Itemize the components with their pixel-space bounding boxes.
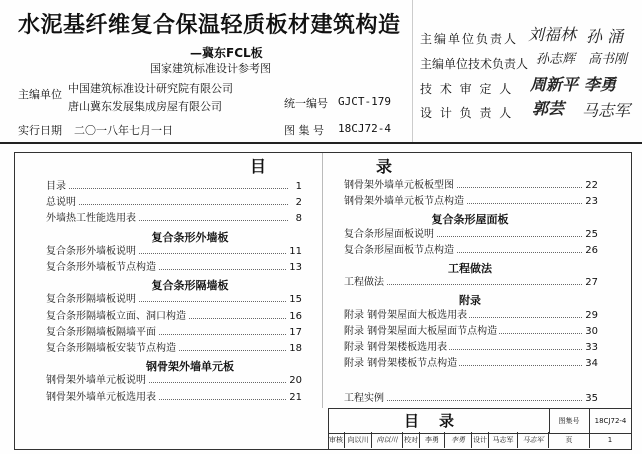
- toc-entry-title: 工程实例: [344, 393, 384, 404]
- toc-entry-page: 26: [585, 244, 598, 256]
- toc-entry-page: 8: [295, 213, 302, 225]
- toc-entry-title: 复合条形屋面板说明: [344, 228, 434, 240]
- toc-entry[interactable]: [344, 276, 598, 289]
- header-divider: [0, 142, 642, 144]
- toc-entry-page: 25: [585, 228, 598, 240]
- toc-entry-title: 复合条形隔墙板立面、洞口构造: [46, 310, 186, 322]
- toc-heading-2: 录: [376, 157, 393, 176]
- toc-entry[interactable]: [344, 309, 598, 322]
- toc-entry-page: 23: [585, 196, 598, 208]
- toc-entry[interactable]: [344, 228, 598, 241]
- document-subtitle: —冀东FCL板: [190, 46, 263, 60]
- toc-entry-page: 27: [585, 277, 598, 289]
- toc-entry-page: 17: [289, 326, 302, 338]
- toc-entry-title: 附录 钢骨架屋面大板选用表: [344, 309, 468, 321]
- toc-entry[interactable]: [344, 195, 598, 208]
- toc-entry-title: 复合条形外墙板节点构造: [46, 262, 156, 273]
- toc-section-heading: 复合条形隔墙板: [151, 279, 229, 293]
- toc-entry[interactable]: [46, 342, 302, 355]
- responsible-label-3: 技 术 审 定 人: [420, 82, 514, 96]
- toc-entry-title: 附录 钢骨架楼板节点构造: [344, 358, 458, 370]
- toc-entry-title: 复合条形隔墙板安装节点构造: [46, 343, 176, 354]
- toc-entry-page: 34: [585, 358, 598, 370]
- toc-entry[interactable]: [46, 374, 302, 387]
- toc-entry-title: 复合条形屋面板节点构造: [344, 244, 454, 256]
- signature-4b: 马志军: [582, 101, 631, 120]
- toc-entry[interactable]: [46, 261, 302, 274]
- toc-entry-page: 30: [585, 325, 598, 337]
- atlas-number-label: 图 集 号: [284, 124, 324, 137]
- toc-entry[interactable]: [344, 244, 598, 257]
- toc-entry-title: 钢骨架外墙单元板节点构造: [344, 196, 464, 208]
- review-signature: 向以川: [372, 432, 403, 448]
- toc-entry[interactable]: [46, 196, 302, 209]
- toc-entry-title: 附录 钢骨架楼板选用表: [344, 342, 448, 353]
- date-label: 实行日期: [18, 124, 62, 137]
- toc-entry[interactable]: [344, 341, 598, 354]
- toc-entry[interactable]: [344, 392, 598, 405]
- toc-entry-title: 总说明: [46, 197, 76, 209]
- document-subtitle-2: 国家建筑标准设计参考图: [150, 62, 271, 75]
- toc-entry-page: 13: [289, 262, 302, 273]
- toc-entry[interactable]: [46, 212, 302, 225]
- toc-entry[interactable]: [46, 245, 302, 258]
- responsible-label-4: 设 计 负 责 人: [420, 106, 514, 120]
- design-signature: 马志军: [518, 432, 549, 448]
- toc-entry-page: 2: [295, 197, 302, 209]
- unified-number-value: GJCT-179: [338, 95, 391, 108]
- signature-3a: 周新平: [530, 75, 579, 94]
- toc-section-heading: 工程做法: [448, 262, 492, 275]
- toc-section-heading: 附录: [459, 294, 481, 308]
- toc-entry[interactable]: [46, 326, 302, 339]
- toc-entry[interactable]: [344, 325, 598, 338]
- toc-entry-page: 33: [585, 342, 598, 353]
- toc-entry-page: 21: [289, 391, 302, 403]
- toc-entry-title: 外墙热工性能选用表: [46, 213, 136, 225]
- toc-entry-title: 复合条形外墙板说明: [46, 245, 136, 257]
- responsible-label-2: 主编单位技术负责人: [420, 57, 529, 71]
- toc-entry[interactable]: [344, 179, 598, 192]
- responsible-label-1: 主编单位负责人: [420, 32, 519, 46]
- review-label: 审核: [328, 432, 345, 448]
- toc-entry-page: 29: [585, 309, 598, 321]
- title-block-atlas-label: 图集号: [549, 409, 590, 434]
- toc-leader-dots: [46, 188, 288, 189]
- signature-4a: 郭芸: [532, 99, 565, 118]
- toc-entry[interactable]: [46, 310, 302, 323]
- toc-entry-page: 15: [289, 294, 302, 306]
- toc-entry-title: 钢骨架外墙单元板说明: [46, 375, 146, 387]
- unified-number-label: 统一编号: [284, 97, 328, 110]
- toc-entry-title: 目录: [46, 181, 66, 192]
- check-name: 李勇: [420, 432, 445, 448]
- toc-entry-title: 钢骨架外墙单元板选用表: [46, 391, 156, 403]
- toc-entry-title: 复合条形隔墙板说明: [46, 294, 136, 306]
- toc-entry-page: 20: [289, 375, 302, 387]
- atlas-number-value: 18CJ72-4: [338, 122, 391, 135]
- toc-entry[interactable]: [46, 180, 302, 193]
- check-label: 校对: [403, 432, 420, 448]
- design-label: 设计: [472, 432, 489, 448]
- page-value: 1: [607, 436, 613, 444]
- toc-entry[interactable]: [46, 391, 302, 404]
- header-vertical-divider: [412, 0, 413, 142]
- toc-entry-title: 工程做法: [344, 277, 384, 289]
- review-name: 向以川: [345, 432, 372, 448]
- toc-section-heading: 复合条形屋面板: [431, 213, 509, 227]
- toc-entry-page: 16: [289, 310, 302, 322]
- toc-entry-title: 复合条形隔墙板隔墙平面: [46, 326, 156, 338]
- document-title: 水泥基纤维复合保温轻质板材建筑构造: [18, 13, 401, 38]
- editor-unit-2: 唐山冀东发展集成房屋有限公司: [68, 100, 222, 113]
- toc-entry[interactable]: [344, 357, 598, 370]
- toc-entry-page: 22: [585, 180, 598, 191]
- signature-3b: 李勇: [584, 75, 617, 94]
- toc-entry-page: 1: [295, 181, 302, 192]
- toc-leader-dots: [46, 204, 288, 205]
- signature-1a: 刘福林: [528, 25, 577, 44]
- toc-entry-title: 附录 钢骨架屋面大板屋面节点构造: [344, 325, 498, 337]
- toc-heading-1: 目: [250, 157, 267, 176]
- toc-entry-page: 18: [289, 343, 302, 354]
- title-block-signature-row: [328, 432, 630, 448]
- signature-2a: 孙志辉: [536, 52, 576, 67]
- signature-1b: 孙 涌: [586, 27, 624, 46]
- title-block-name: 目录: [329, 409, 550, 434]
- design-name: 马志军: [489, 432, 518, 448]
- page-label: 页: [549, 432, 590, 448]
- toc-section-heading: 复合条形外墙板: [151, 230, 229, 244]
- date-value: 二〇一八年七月一日: [74, 124, 173, 137]
- check-signature: 李勇: [445, 432, 472, 448]
- toc-entry[interactable]: [46, 293, 302, 306]
- editor-unit-1: 中国建筑标准设计研究院有限公司: [68, 82, 233, 95]
- signature-2b: 高书刚: [588, 52, 628, 67]
- toc-entry-page: 11: [289, 245, 302, 257]
- title-block-atlas-value: 18CJ72-4: [590, 409, 631, 434]
- toc-section-heading: 钢骨架外墙单元板: [146, 360, 234, 374]
- toc-entry-title: 钢骨架外墙单元板板型图: [344, 180, 454, 191]
- toc-entry-page: 35: [585, 393, 598, 404]
- editor-label: 主编单位: [18, 88, 62, 101]
- toc-column-divider: [322, 153, 323, 408]
